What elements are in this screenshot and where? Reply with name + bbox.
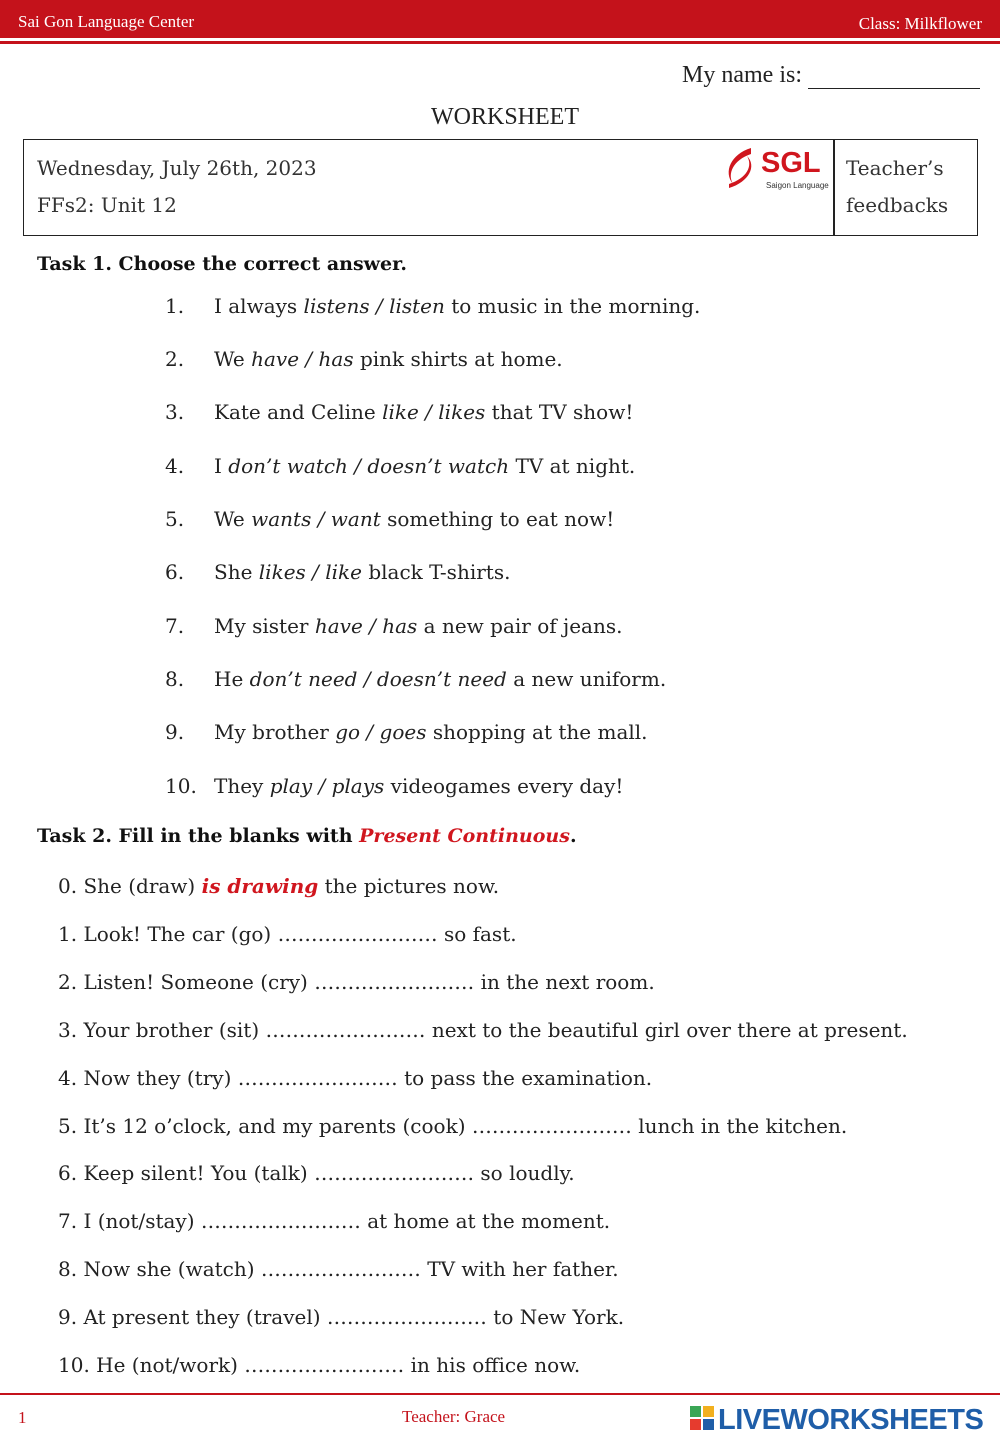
name-blank[interactable] (808, 62, 980, 89)
sgl-logo (721, 144, 831, 194)
box-divider (833, 140, 835, 235)
task2-example: 0. She (draw) is drawing the pictures now. (58, 874, 500, 898)
answer-options[interactable]: go / goes (335, 720, 427, 744)
liveworksheets-text[interactable]: LIVEWORKSHEETS (718, 1404, 984, 1436)
task2-item[interactable]: 4. Now they (try) …………………… to pass the examination. (58, 1066, 653, 1090)
liveworksheets-icon (690, 1406, 716, 1434)
task1-item: 2. We have / has pink shirts at home. (165, 347, 563, 371)
answer-options[interactable]: like / likes (382, 400, 486, 424)
unit-text: FFs2: Unit 12 (37, 193, 177, 217)
task1-title: Task 1. Choose the correct answer. (37, 253, 407, 275)
task2-item[interactable]: 7. I (not/stay) …………………… at home at the moment. (58, 1209, 611, 1233)
task2-item[interactable]: 3. Your brother (sit) …………………… next to the beautiful girl over there at present. (58, 1018, 908, 1042)
header-bar (0, 0, 1000, 38)
task1-item: 10. They play / plays videogames every day! (165, 774, 624, 798)
answer-options[interactable]: play / plays (269, 774, 385, 798)
tense-highlight: Present Continuous (359, 825, 570, 847)
answer-options[interactable]: wants / want (251, 507, 381, 531)
task1-item: 6. She likes / like black T-shirts. (165, 560, 511, 584)
answer-options[interactable]: have / has (314, 614, 418, 638)
task1-item: 5. We wants / want something to eat now! (165, 507, 615, 531)
feedback-label-line1: Teacher’s (846, 156, 944, 180)
answer-options[interactable]: don’t watch / doesn’t watch (228, 454, 510, 478)
task2-item[interactable]: 1. Look! The car (go) …………………… so fast. (58, 922, 517, 946)
task2-title: Task 2. Fill in the blanks with Present Continuous. (37, 825, 577, 847)
feedback-label-line2: feedbacks (846, 193, 949, 217)
task2-item[interactable]: 2. Listen! Someone (cry) …………………… in the next room. (58, 970, 655, 994)
logo-text: SGL (761, 147, 821, 179)
task2-item[interactable]: 8. Now she (watch) …………………… TV with her father. (58, 1257, 619, 1281)
sgl-swirl-icon (721, 144, 761, 192)
answer-options[interactable]: likes / like (258, 560, 362, 584)
task1-item: 8. He don’t need / doesn’t need a new uniform. (165, 667, 667, 691)
footer-divider (0, 1393, 1000, 1395)
page-number: 1 (18, 1408, 27, 1427)
answer-options[interactable]: don’t need / doesn’t need (249, 667, 507, 691)
teacher-name: Teacher: Grace (402, 1407, 506, 1426)
task2-item[interactable]: 5. It’s 12 o’clock, and my parents (cook) …………………… lunch in the kitchen. (58, 1114, 848, 1138)
example-answer: is drawing (201, 874, 319, 898)
task1-item: 7. My sister have / has a new pair of jeans. (165, 614, 623, 638)
date-text: Wednesday, July 26th, 2023 (37, 156, 317, 180)
name-label: My name is: (682, 62, 802, 88)
center-name: Sai Gon Language Center (18, 12, 195, 31)
logo-subtext: Saigon Language (766, 181, 829, 190)
class-label: Class: Milkflower (858, 14, 982, 33)
answer-options[interactable]: have / has (251, 347, 354, 371)
task1-item: 9. My brother go / goes shopping at the mall. (165, 720, 648, 744)
header-divider (0, 41, 1000, 44)
task2-item[interactable]: 10. He (not/work) …………………… in his office now. (58, 1353, 581, 1377)
task2-item[interactable]: 9. At present they (travel) …………………… to New York. (58, 1305, 625, 1329)
page-title: WORKSHEET (431, 104, 579, 130)
task1-item: 3. Kate and Celine like / likes that TV show! (165, 400, 634, 424)
liveworksheets-logo (690, 1404, 990, 1436)
task2-item[interactable]: 6. Keep silent! You (talk) …………………… so loudly. (58, 1161, 575, 1185)
answer-options[interactable]: listens / listen (303, 294, 445, 318)
info-box (23, 139, 978, 236)
name-field (682, 62, 980, 89)
task1-item: 1. I always listens / listen to music in the morning. (165, 294, 701, 318)
task1-item: 4. I don’t watch / doesn’t watch TV at night. (165, 454, 636, 478)
